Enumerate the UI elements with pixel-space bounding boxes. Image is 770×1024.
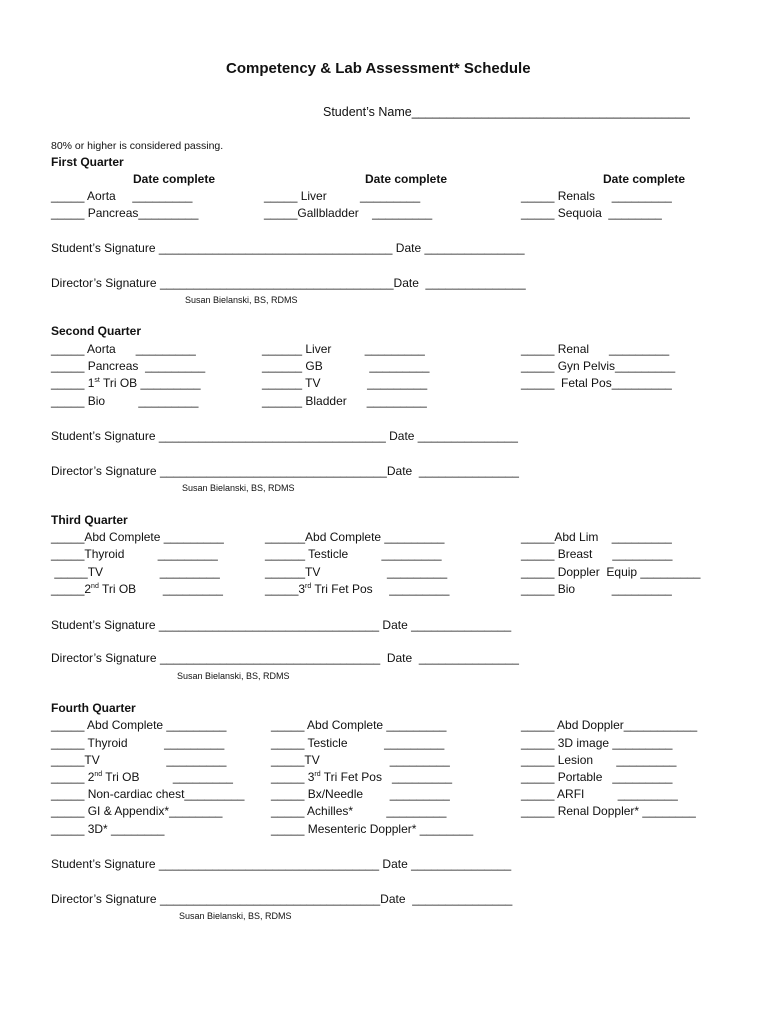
q3-fet-ordinal: rd bbox=[305, 583, 312, 590]
second-quarter-heading: Second Quarter bbox=[51, 324, 142, 338]
q4-item-thyroid[interactable]: _____ Thyroid _________ bbox=[51, 736, 225, 750]
q4-item-tv[interactable]: _____TV _________ bbox=[51, 753, 227, 767]
q4-fet-ordinal: rd bbox=[314, 771, 321, 778]
q3-item-abd-lim[interactable]: _____Abd Lim _________ bbox=[521, 530, 672, 544]
q4-item-mesenteric-doppler[interactable]: _____ Mesenteric Doppler* ________ bbox=[271, 822, 474, 836]
q3-item-abd-complete-2[interactable]: ______Abd Complete _________ bbox=[265, 530, 445, 544]
q4-item-achilles[interactable]: _____ Achilles* _________ bbox=[271, 804, 447, 818]
date-complete-header-2: Date complete bbox=[365, 172, 448, 186]
q4-item-non-cardiac-chest[interactable]: _____ Non-cardiac chest_________ bbox=[51, 787, 245, 801]
q4-tri-ordinal: nd bbox=[94, 771, 103, 778]
q3-item-thyroid[interactable]: _____Thyroid _________ bbox=[51, 547, 218, 561]
q1-item-liver[interactable]: _____ Liver _________ bbox=[264, 189, 421, 203]
q4-item-abd-complete[interactable]: _____ Abd Complete _________ bbox=[51, 718, 227, 732]
q1-item-gallbladder[interactable]: _____Gallbladder _________ bbox=[264, 206, 433, 220]
q4-director-name: Susan Bielanski, BS, RDMS bbox=[179, 911, 292, 921]
first-quarter-heading: First Quarter bbox=[51, 155, 124, 169]
q4-item-abd-complete-2[interactable]: _____ Abd Complete _________ bbox=[271, 718, 447, 732]
q2-item-aorta[interactable]: _____ Aorta _________ bbox=[51, 342, 196, 356]
q1-director-name: Susan Bielanski, BS, RDMS bbox=[185, 295, 298, 305]
q4-tri-prefix: _____ 2 bbox=[51, 770, 95, 784]
q3-tri-rest: Tri OB _________ bbox=[98, 582, 223, 596]
q3-item-3rd-tri-fet-pos[interactable] bbox=[265, 581, 449, 597]
q2-item-bio[interactable]: _____ Bio _________ bbox=[51, 394, 199, 408]
q2-item-bladder[interactable]: ______ Bladder _________ bbox=[262, 394, 427, 408]
q4-item-3d[interactable]: _____ 3D* ________ bbox=[51, 822, 165, 836]
third-quarter-heading: Third Quarter bbox=[51, 513, 128, 527]
q3-item-tv-2[interactable]: ______TV _________ bbox=[265, 565, 448, 579]
q2-tri-ordinal: st bbox=[94, 377, 100, 384]
document-title: Competency & Lab Assessment* Schedule bbox=[226, 60, 531, 77]
passing-note: 80% or higher is considered passing. bbox=[51, 140, 224, 152]
q4-item-lesion[interactable]: _____ Lesion _________ bbox=[521, 753, 677, 767]
q3-item-tv[interactable]: _____TV _________ bbox=[51, 565, 220, 579]
q3-tri-prefix: _____2 bbox=[51, 582, 92, 596]
fourth-quarter-heading: Fourth Quarter bbox=[51, 701, 136, 715]
q1-item-pancreas[interactable]: _____ Pancreas_________ bbox=[51, 206, 199, 220]
q4-item-bx-needle[interactable]: _____ Bx/Needle _________ bbox=[271, 787, 450, 801]
q3-item-breast[interactable]: _____ Breast _________ bbox=[521, 547, 673, 561]
q3-director-name: Susan Bielanski, BS, RDMS bbox=[177, 671, 290, 681]
q2-item-tv[interactable]: ______ TV _________ bbox=[262, 376, 428, 390]
q1-director-signature[interactable]: Director’s Signature ___________________________________Date _______________ bbox=[51, 276, 526, 290]
q3-student-signature[interactable]: Student’s Signature _________________________________ Date _______________ bbox=[51, 618, 512, 632]
q4-item-abd-doppler[interactable]: _____ Abd Doppler___________ bbox=[521, 718, 698, 732]
q3-item-2nd-tri-ob[interactable] bbox=[51, 581, 223, 597]
q3-item-bio[interactable]: _____ Bio _________ bbox=[521, 582, 672, 596]
q2-tri-prefix: _____ 1 bbox=[51, 376, 95, 390]
q3-item-doppler-equip[interactable]: _____ Doppler Equip _________ bbox=[521, 565, 701, 579]
q1-item-renals[interactable]: _____ Renals _________ bbox=[521, 189, 672, 203]
q4-fet-prefix: _____ 3 bbox=[271, 770, 315, 784]
q3-fet-prefix: _____3 bbox=[265, 582, 306, 596]
q4-fet-rest: Tri Fet Pos _________ bbox=[320, 770, 453, 784]
q4-item-arfi[interactable]: _____ ARFI _________ bbox=[521, 787, 678, 801]
q4-item-gi-appendix[interactable]: _____ GI & Appendix*________ bbox=[51, 804, 223, 818]
date-complete-header-1: Date complete bbox=[133, 172, 216, 186]
q4-item-3rd-tri-fet-pos[interactable] bbox=[271, 769, 452, 785]
q2-item-renal[interactable]: _____ Renal _________ bbox=[521, 342, 670, 356]
q2-director-name: Susan Bielanski, BS, RDMS bbox=[182, 483, 295, 493]
q4-item-portable[interactable]: _____ Portable _________ bbox=[521, 770, 673, 784]
q2-item-pancreas[interactable]: _____ Pancreas _________ bbox=[51, 359, 206, 373]
q3-fet-rest: Tri Fet Pos _________ bbox=[311, 582, 450, 596]
q1-student-signature[interactable]: Student’s Signature ___________________________________ Date _______________ bbox=[51, 241, 525, 255]
q4-item-tv-2[interactable]: _____TV _________ bbox=[271, 753, 450, 767]
q2-item-gb[interactable]: ______ GB _________ bbox=[262, 359, 430, 373]
q2-item-fetal-pos[interactable]: _____ Fetal Pos_________ bbox=[521, 376, 672, 390]
q3-director-signature[interactable]: Director’s Signature _________________________________ Date _______________ bbox=[51, 651, 519, 665]
q4-item-3d-image[interactable]: _____ 3D image _________ bbox=[521, 736, 673, 750]
q2-student-signature[interactable]: Student’s Signature __________________________________ Date _______________ bbox=[51, 429, 518, 443]
q4-director-signature[interactable]: Director’s Signature _________________________________Date _______________ bbox=[51, 892, 513, 906]
q4-student-signature[interactable]: Student’s Signature _________________________________ Date _______________ bbox=[51, 857, 512, 871]
q2-item-1st-tri-ob[interactable] bbox=[51, 375, 201, 391]
q4-item-renal-doppler[interactable]: _____ Renal Doppler* ________ bbox=[521, 804, 696, 818]
student-name-field[interactable]: Student’s Name________________________________________ bbox=[323, 105, 690, 119]
q1-item-sequoia[interactable]: _____ Sequoia ________ bbox=[521, 206, 662, 220]
q4-item-2nd-tri-ob[interactable] bbox=[51, 769, 233, 785]
q1-item-aorta[interactable]: _____ Aorta _________ bbox=[51, 189, 193, 203]
q4-item-testicle[interactable]: _____ Testicle _________ bbox=[271, 736, 445, 750]
q2-item-liver[interactable]: ______ Liver _________ bbox=[262, 342, 425, 356]
q2-item-gyn-pelvis[interactable]: _____ Gyn Pelvis_________ bbox=[521, 359, 676, 373]
q3-tri-ordinal: nd bbox=[91, 583, 99, 590]
q3-item-testicle[interactable]: ______ Testicle _________ bbox=[265, 547, 442, 561]
q2-tri-rest: Tri OB _________ bbox=[99, 376, 201, 390]
q3-item-abd-complete[interactable]: _____Abd Complete _________ bbox=[51, 530, 224, 544]
q4-tri-rest: Tri OB _________ bbox=[102, 770, 233, 784]
date-complete-header-3: Date complete bbox=[603, 172, 686, 186]
q2-director-signature[interactable]: Director’s Signature __________________________________Date _______________ bbox=[51, 464, 519, 478]
